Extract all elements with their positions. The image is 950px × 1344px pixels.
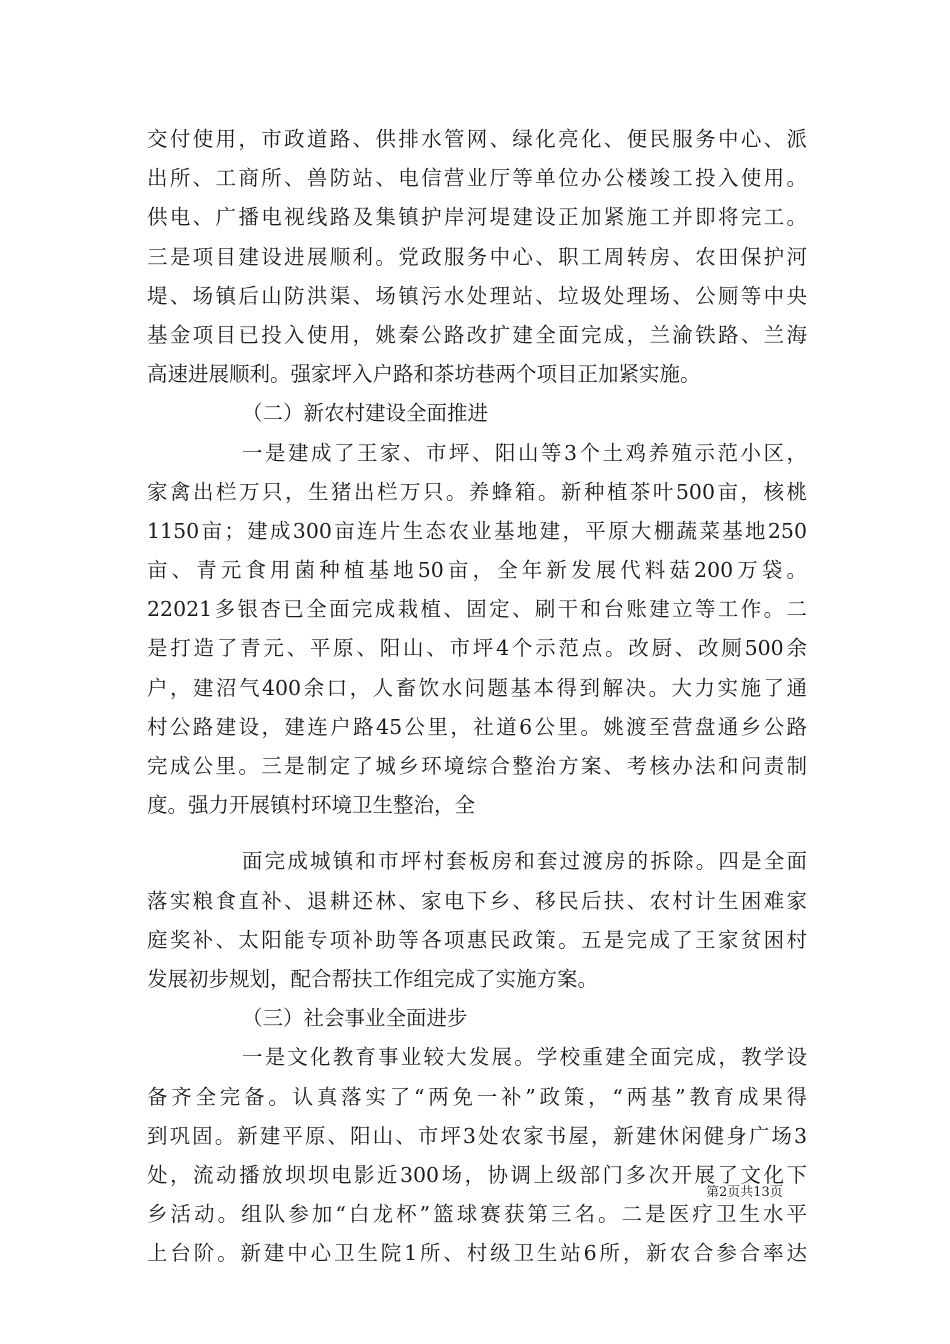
text-line: 出所、工商所、兽防站、电信营业厅等单位办公楼竣工投入使用。 [147,166,807,191]
text-line: 三是项目建设进展顺利。党政服务中心、职工周转房、农田保护河 [147,244,807,269]
text-line: 亩、青元食用菌种植基地50亩，全年新发展代料菇200万袋。 [147,558,807,583]
text-line: 落实粮食直补、退耕还林、家电下乡、移民后扶、农村计生困难家 [147,888,807,913]
text-line: 村公路建设，建连户路45公里，社道6公里。姚渡至营盘通乡公路 [147,714,807,739]
text-line: 完成公里。三是制定了城乡环境综合整治方案、考核办法和问责制 [147,754,807,778]
text-line: 到巩固。新建平原、阳山、市坪3处农家书屋，新建休闲健身广场3 [147,1123,807,1148]
text-line: 发展初步规划，配合帮扶工作组完成了实施方案。 [147,966,598,991]
text-line: 户，建沼气400余口，人畜饮水问题基本得到解决。大力实施了通 [147,675,807,700]
text-line: 庭奖补、太阳能专项补助等各项惠民政策。五是完成了王家贫困村 [147,927,807,952]
text-line: 面完成城镇和市坪村套板房和套过渡房的拆除。四是全面 [242,849,807,874]
text-line: 乡活动。组队参加“白龙杯”篮球赛获第三名。二是医疗卫生水平 [147,1202,807,1227]
text-line: 高速进展顺利。强家坪入户路和茶坊巷两个项目正加紧实施。 [147,362,701,387]
text-line: 度。强力开展镇村环境卫生整治，全 [147,793,475,818]
text-line: 22021多银杏已全面完成栽植、固定、刷干和台账建立等工作。二 [147,597,807,622]
text-line: 堤、场镇后山防洪渠、场镇污水处理站、垃圾处理场、公厕等中央 [147,283,807,308]
page-number: 第2页共13页 [706,1185,783,1200]
text-line: 一是文化教育事业较大发展。学校重建全面完成，教学设 [242,1045,807,1070]
text-line: 交付使用，市政道路、供排水管网、绿化亮化、便民服务中心、派 [147,127,807,151]
text-line: 1150亩；建成300亩连片生态农业基地建，平原大棚蔬菜基地250 [147,518,807,543]
text-line: 处，流动播放坝坝电影近300场，协调上级部门多次开展了文化下 [147,1162,807,1187]
text-line: 是打造了青元、平原、阳山、市坪4个示范点。改厨、改厕500余 [147,636,807,661]
text-line: 上台阶。新建中心卫生院1所、村级卫生站6所，新农合参合率达 [147,1241,807,1266]
section-heading: （三）社会事业全面进步 [242,1006,468,1031]
text-line: 供电、广播电视线路及集镇护岸河堤建设正加紧施工并即将完工。 [147,205,807,230]
text-line: 家禽出栏万只，生猪出栏万只。养蜂箱。新种植茶叶500亩，核桃 [147,479,807,504]
section-heading: （二）新农村建设全面推进 [242,401,488,426]
text-line: 基金项目已投入使用，姚秦公路改扩建全面完成，兰渝铁路、兰海 [147,322,807,347]
text-line: 一是建成了王家、市坪、阳山等3个土鸡养殖示范小区， [242,440,807,465]
document-body [147,120,807,1273]
text-line: 备齐全完备。认真落实了“两免一补”政策，“两基”教育成果得 [147,1084,807,1109]
